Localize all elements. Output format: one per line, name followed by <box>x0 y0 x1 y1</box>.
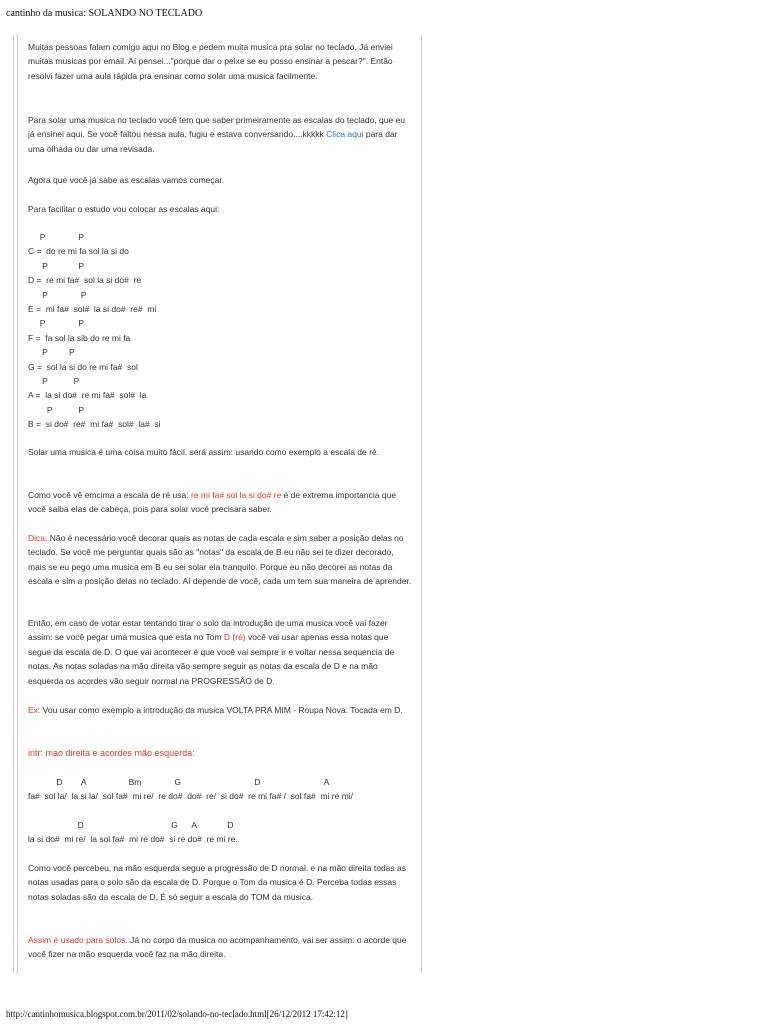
intro-section-title: intr: mao direita e acordes mão esquerda: <box>28 748 195 758</box>
frame-border-left-inner <box>17 34 18 974</box>
scale-f: F = fa sol la sib do re mi fa <box>28 332 131 343</box>
solo-easy-paragraph: Solar uma musica é uma coisa muito fácil. será assim: usando como exemplo a escala de ré. <box>28 447 380 457</box>
scale-b: B = si do# re# mi fa# sol# la# si <box>28 419 161 430</box>
scales-list <box>28 230 412 434</box>
scale-f-marks: P P <box>28 318 85 329</box>
intro-tab-1-chords: D A Bm G D A <box>28 777 330 787</box>
solos-text: Já no corpo da musica no acompanhamento, vai ser assim: o acorde que você fizer na mão esquerda você faz na mão direita. <box>28 935 407 960</box>
scale-b-marks: P P <box>28 404 85 415</box>
scale-d-marks: P P <box>28 260 85 271</box>
tip-paragraph <box>28 531 412 589</box>
intro-tab-2 <box>28 818 412 848</box>
intro-solo-text: Então, em caso de votar estar tentando tirar o solo da introdução de uma musica você vai fazer assim: se você pegar uma musica que esta no Tom <box>28 618 388 643</box>
solos-paragraph <box>28 933 412 962</box>
scale-a-marks: P P <box>28 376 80 386</box>
tip-label: Dica: <box>28 533 48 543</box>
example-label: Ex: <box>28 705 41 715</box>
scale-c-marks: P P <box>28 232 85 242</box>
scales-reference-paragraph <box>28 113 412 156</box>
example-text: Vou usar como exemplo a introdução da musica VOLTA PRA MIM - Roupa Nova. Tocada em D. <box>40 705 403 715</box>
frame-border-right <box>421 34 422 974</box>
progression-paragraph: Como você percebeu, na mão esquerda segue a progressão de D normal. e na mão direita todas as notas usadas para o solo são da escala de D. Porque o Tom da musica é D. Perceba todas essas notas soladas são da escala de D, É só seguir a escala do TOM da musica. <box>28 863 407 902</box>
scale-e-marks: P P <box>28 289 87 300</box>
intro-tab-2-chords: D G A D <box>28 820 234 830</box>
intro-solo-tail: você vai usar apenas essa notas que segue da escala de D. O que vai acontecer é que você vai sempre ir e voltar nessa sequencia de notas. As notas soladas na mão direita vão sempre seguir as notas da escala de D e na mão esquerda os acordes vão seguir normal na PROGRESSÂO de D. <box>28 632 395 686</box>
d-scale-notes: re mi fa# sol la si do# re <box>191 490 282 500</box>
start-paragraph: Agora que você já sabe as escalas vamos começar. <box>28 175 225 185</box>
d-scale-text: Como você vê emcima a escala de ré usa: <box>28 490 191 500</box>
d-scale-tail: é de extrema importancia que você saiba elas de cabeça, pois para solar você precisara saber. <box>28 490 397 515</box>
page-title: cantinho da musica: SOLANDO NO TECLADO <box>6 8 203 19</box>
scale-a: A = la si do# re mi fa# sol# la <box>28 390 147 401</box>
scale-e: E = mi fa# sol# la si do# re# mi <box>28 304 157 314</box>
intro-paragraph: Muitas pessoas falam comigo aqui no Blog e pedem muita musica pra solar no teclado. Já enviei muitas musicas por email. Aí pensei..."porque dar o peixe se eu posso ensinar a pescar?". Então resolvi fazer uma aula rápida pra ensinar como solar uma musica facilmente. <box>28 42 393 81</box>
solos-label: Assim é usado para solos. <box>28 935 128 945</box>
scale-d: D = re mi fa# sol la si do# re <box>28 275 142 286</box>
example-paragraph <box>28 703 412 717</box>
intro-tab-1-notes: fa# sol la/ la si la/ sol fa# mi re/ re do# do# re/ si do# re mi fa# / sol fa# mi re mi/ <box>28 791 354 802</box>
scales-intro-paragraph: Para facilitar o estudo vou colocar as escalas aqui: <box>28 204 220 214</box>
intro-solo-paragraph <box>28 616 412 688</box>
page-url-footer: http://cantinhomusica.blogspot.com.br/2011/02/solando-no-teclado.html[26/12/2012 17:42:12] <box>6 1009 348 1019</box>
key-d-label: D (ré) <box>223 632 246 643</box>
scales-reference-tail: para dar uma olhada ou dar uma revisada. <box>28 129 398 154</box>
scale-c: C = do re mi fa sol la si do <box>28 246 129 257</box>
frame-border-left <box>13 34 14 974</box>
scale-g: G = sol la si do re mi fa# sol <box>28 361 138 372</box>
intro-tab-2-notes: la si do# mi re/ la sol fa# mi re do# si re do# re mi re. <box>28 834 238 845</box>
d-scale-paragraph <box>28 488 412 517</box>
scales-lesson-link[interactable]: Clica aqui <box>326 129 364 140</box>
intro-tab-1 <box>28 775 412 805</box>
scale-g-marks: P P <box>28 347 75 358</box>
tip-text: Não é necessário você decorar quais as notas de cada escala e sim saber a posição delas no teclado. Se você me perguntar quais são as "notas" da escala de B eu não sei te dizer decorado, mais se eu pego uma musica em B eu sei solar ela tranquilo. Porque eu não decorei as notas da escala e sim a posição delas no teclado. Aí depende de você, cada um tem sua maneira de aprender. <box>28 533 412 587</box>
scales-reference-text: Para solar uma musica no teclado você tem que saber primeiramente as escalas do teclado, que eu já ensinei aqui. Se você faltou nessa aula, fugiu e estava conversando....kkkkk <box>28 115 406 140</box>
